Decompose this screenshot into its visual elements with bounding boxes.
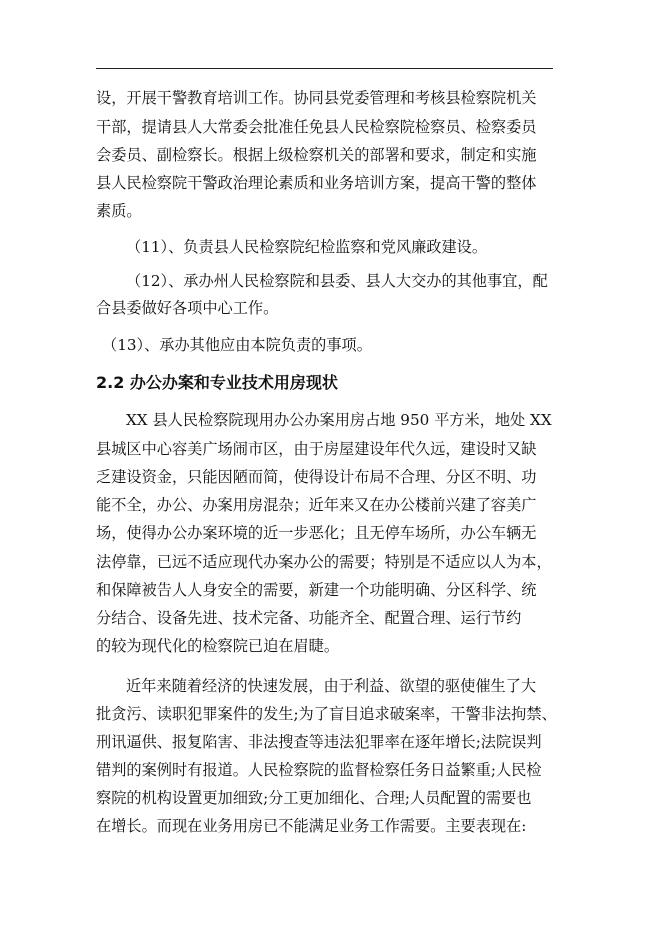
body-line: 在增长。而现在业务用房已不能满足业务工作需要。主要表现在:: [96, 817, 527, 835]
body-line: 近年来随着经济的快速发展，由于利益、欲望的驱使催生了大: [126, 677, 537, 695]
body-line: XX 县人民检察院现用办公办案用房占地 950 平方米，地处 XX: [126, 411, 552, 429]
list-item-11: （11）、负责县人民检察院纪检监察和党风廉政建设。: [126, 238, 488, 256]
list-item-12-line: 合县委做好各项中心工作。: [96, 299, 279, 317]
section-heading: 2.2 办公办案和专业技术用房现状: [96, 373, 338, 392]
body-line: 错判的案例时有报道。人民检察院的监督检察任务日益繁重;人民检: [96, 761, 542, 779]
body-line: 县城区中心容美广场闹市区，由于房屋建设年代久远，建设时又缺: [96, 440, 537, 458]
body-line: 法停靠，已远不适应现代办案办公的需要；特别是不适应以人为本，: [96, 553, 552, 571]
body-line: 设，开展干警教育培训工作。协同县党委管理和考核县检察院机关: [96, 89, 537, 107]
body-line: 刑讯逼供、报复陷害、非法搜查等违法犯罪率在逐年增长;法院误判: [96, 733, 542, 751]
body-line: 批贪污、读职犯罪案件的发生;为了盲目追求破案率，干警非法拘禁、: [96, 705, 557, 723]
header-rule: [96, 68, 553, 69]
body-line: 素质。: [96, 202, 142, 220]
body-line: 和保障被告人人身安全的需要，新建一个功能明确、分区科学、统: [96, 581, 537, 599]
list-item-13: （13）、承办其他应由本院负责的事项。: [102, 336, 372, 354]
list-item-12-line: （12）、承办州人民检察院和县委、县人大交办的其他事宜，配: [126, 272, 548, 290]
body-line: 场，使得办公办案环境的近一步恶化；且无停车场所，办公车辆无: [96, 524, 537, 542]
body-line: 察院的机构设置更加细致;分工更加细化、合理;人员配置的需要也: [96, 789, 532, 807]
body-line: 县人民检察院干警政治理论素质和业务培训方案，提高干警的整体: [96, 174, 537, 192]
body-line: 能不全，办公、办案用房混杂；近年来又在办公楼前兴建了容美广: [96, 496, 537, 514]
body-line: 乏建设资金，只能因陋而简，使得设计布局不合理、分区不明、功: [96, 468, 537, 486]
body-line: 会委员、副检察长。根据上级检察机关的部署和要求，制定和实施: [96, 146, 537, 164]
body-line: 分结合、设备先进、技术完备、功能齐全、配置合理、运行节约: [96, 609, 522, 627]
body-line: 的较为现代化的检察院已迫在眉睫。: [96, 637, 339, 655]
body-line: 干部，提请县人大常委会批准任免县人民检察院检察员、检察委员: [96, 118, 537, 136]
